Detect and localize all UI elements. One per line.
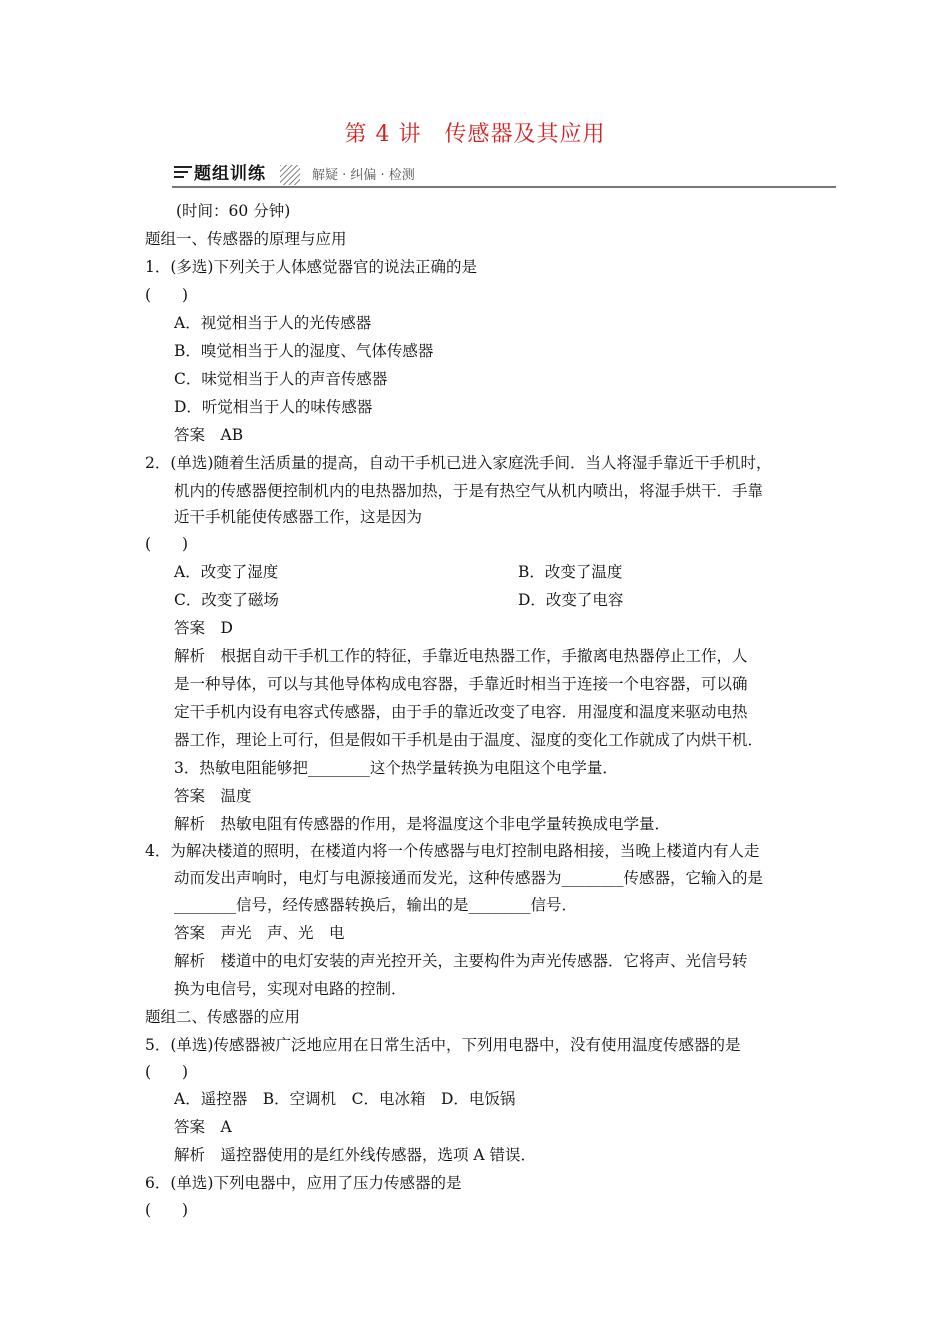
time-limit: (时间：60 分钟)	[176, 202, 291, 220]
banner-subtitle: 解疑 · 纠偏 · 检测	[312, 168, 415, 183]
q4-answer: 答案 声光 声、光 电	[174, 924, 345, 942]
q2-analysis-line1: 解析 根据自动干手机工作的特征，手靠近电热器工作，手撤离电热器停止工作，人	[174, 647, 748, 665]
q1-option-a: A．视觉相当于人的光传感器	[174, 314, 372, 332]
q2-option-d: D．改变了电容	[518, 591, 624, 609]
banner-hatch-icon	[280, 165, 300, 185]
section-banner	[172, 161, 836, 189]
q2-stem-line3: 近干手机能使传感器工作，这是因为	[174, 508, 423, 526]
q3-answer: 答案 温度	[174, 787, 252, 805]
q4-stem-line1: 4．为解决楼道的照明，在楼道内将一个传感器与电灯控制电路相接，当晚上楼道内有人走	[145, 842, 760, 860]
banner-rule	[172, 186, 836, 188]
q1-paren: ( )	[145, 286, 189, 304]
q2-paren: ( )	[145, 535, 189, 553]
q2-option-b: B．改变了温度	[518, 563, 623, 581]
q6-stem: 6．(单选)下列电器中，应用了压力传感器的是	[145, 1174, 462, 1192]
q3-analysis: 解析 热敏电阻有传感器的作用，是将温度这个非电学量转换成电学量．	[174, 815, 671, 833]
q5-paren: ( )	[145, 1063, 189, 1081]
q1-answer: 答案 AB	[174, 426, 244, 444]
q3-stem: 3．热敏电阻能够把________这个热学量转换为电阻这个电学量．	[174, 759, 618, 777]
q2-analysis-line4: 器工作，理论上可行，但是假如干手机是由于温度、湿度的变化工作就成了内烘干机．	[174, 731, 764, 749]
q2-stem-line1: 2．(单选)随着生活质量的提高，自动干手机已进入家庭洗手间．当人将湿手靠近干手机时，	[145, 454, 772, 472]
q4-stem-line3: ________信号，经传感器转换后，输出的是________信号．	[174, 896, 578, 914]
q2-option-c: C．改变了磁场	[174, 591, 279, 609]
q1-stem: 1．(多选)下列关于人体感觉器官的说法正确的是	[145, 258, 477, 276]
q1-option-c: C．味觉相当于人的声音传感器	[174, 370, 388, 388]
banner-stripe-icon	[174, 176, 184, 178]
group-heading-2: 题组二、传感器的应用	[145, 1008, 301, 1026]
q1-option-b: B．嗅觉相当于人的湿度、气体传感器	[174, 342, 434, 360]
q5-stem: 5．(单选)传感器被广泛地应用在日常生活中，下列用电器中，没有使用温度传感器的是	[145, 1036, 741, 1054]
q4-analysis-line2: 换为电信号，实现对电路的控制．	[174, 980, 407, 998]
banner-label: 题组训练	[194, 164, 266, 184]
q1-option-d: D．听觉相当于人的味传感器	[174, 398, 373, 416]
q5-options: A．遥控器 B．空调机 C．电冰箱 D．电饭锅	[174, 1090, 516, 1108]
q4-stem-line2: 动而发出声响时，电灯与电源接通而发光，这种传感器为________传感器，它输入的是	[174, 869, 764, 887]
q2-analysis-line2: 是一种导体，可以与其他导体构成电容器，手靠近时相当于连接一个电容器，可以确	[174, 675, 748, 693]
banner-stripe-icon	[174, 166, 192, 168]
q5-analysis: 解析 遥控器使用的是红外线传感器，选项 A 错误．	[174, 1146, 537, 1164]
q4-analysis-line1: 解析 楼道中的电灯安装的声光控开关，主要构件为声光传感器．它将声、光信号转	[174, 952, 748, 970]
q5-answer: 答案 A	[174, 1118, 232, 1136]
q2-stem-line2: 机内的传感器便控制机内的电热器加热，于是有热空气从机内喷出，将湿手烘干．手靠	[174, 482, 764, 500]
q6-paren: ( )	[145, 1201, 189, 1219]
q2-option-a: A．改变了湿度	[174, 563, 279, 581]
q2-analysis-line3: 定干手机内设有电容式传感器，由于手的靠近改变了电容．用湿度和温度来驱动电热	[174, 703, 748, 721]
group-heading-1: 题组一、传感器的原理与应用	[145, 230, 347, 248]
page-title: 第 4 讲 传感器及其应用	[344, 122, 606, 147]
banner-stripe-icon	[174, 171, 188, 173]
q2-answer: 答案 D	[174, 619, 233, 637]
